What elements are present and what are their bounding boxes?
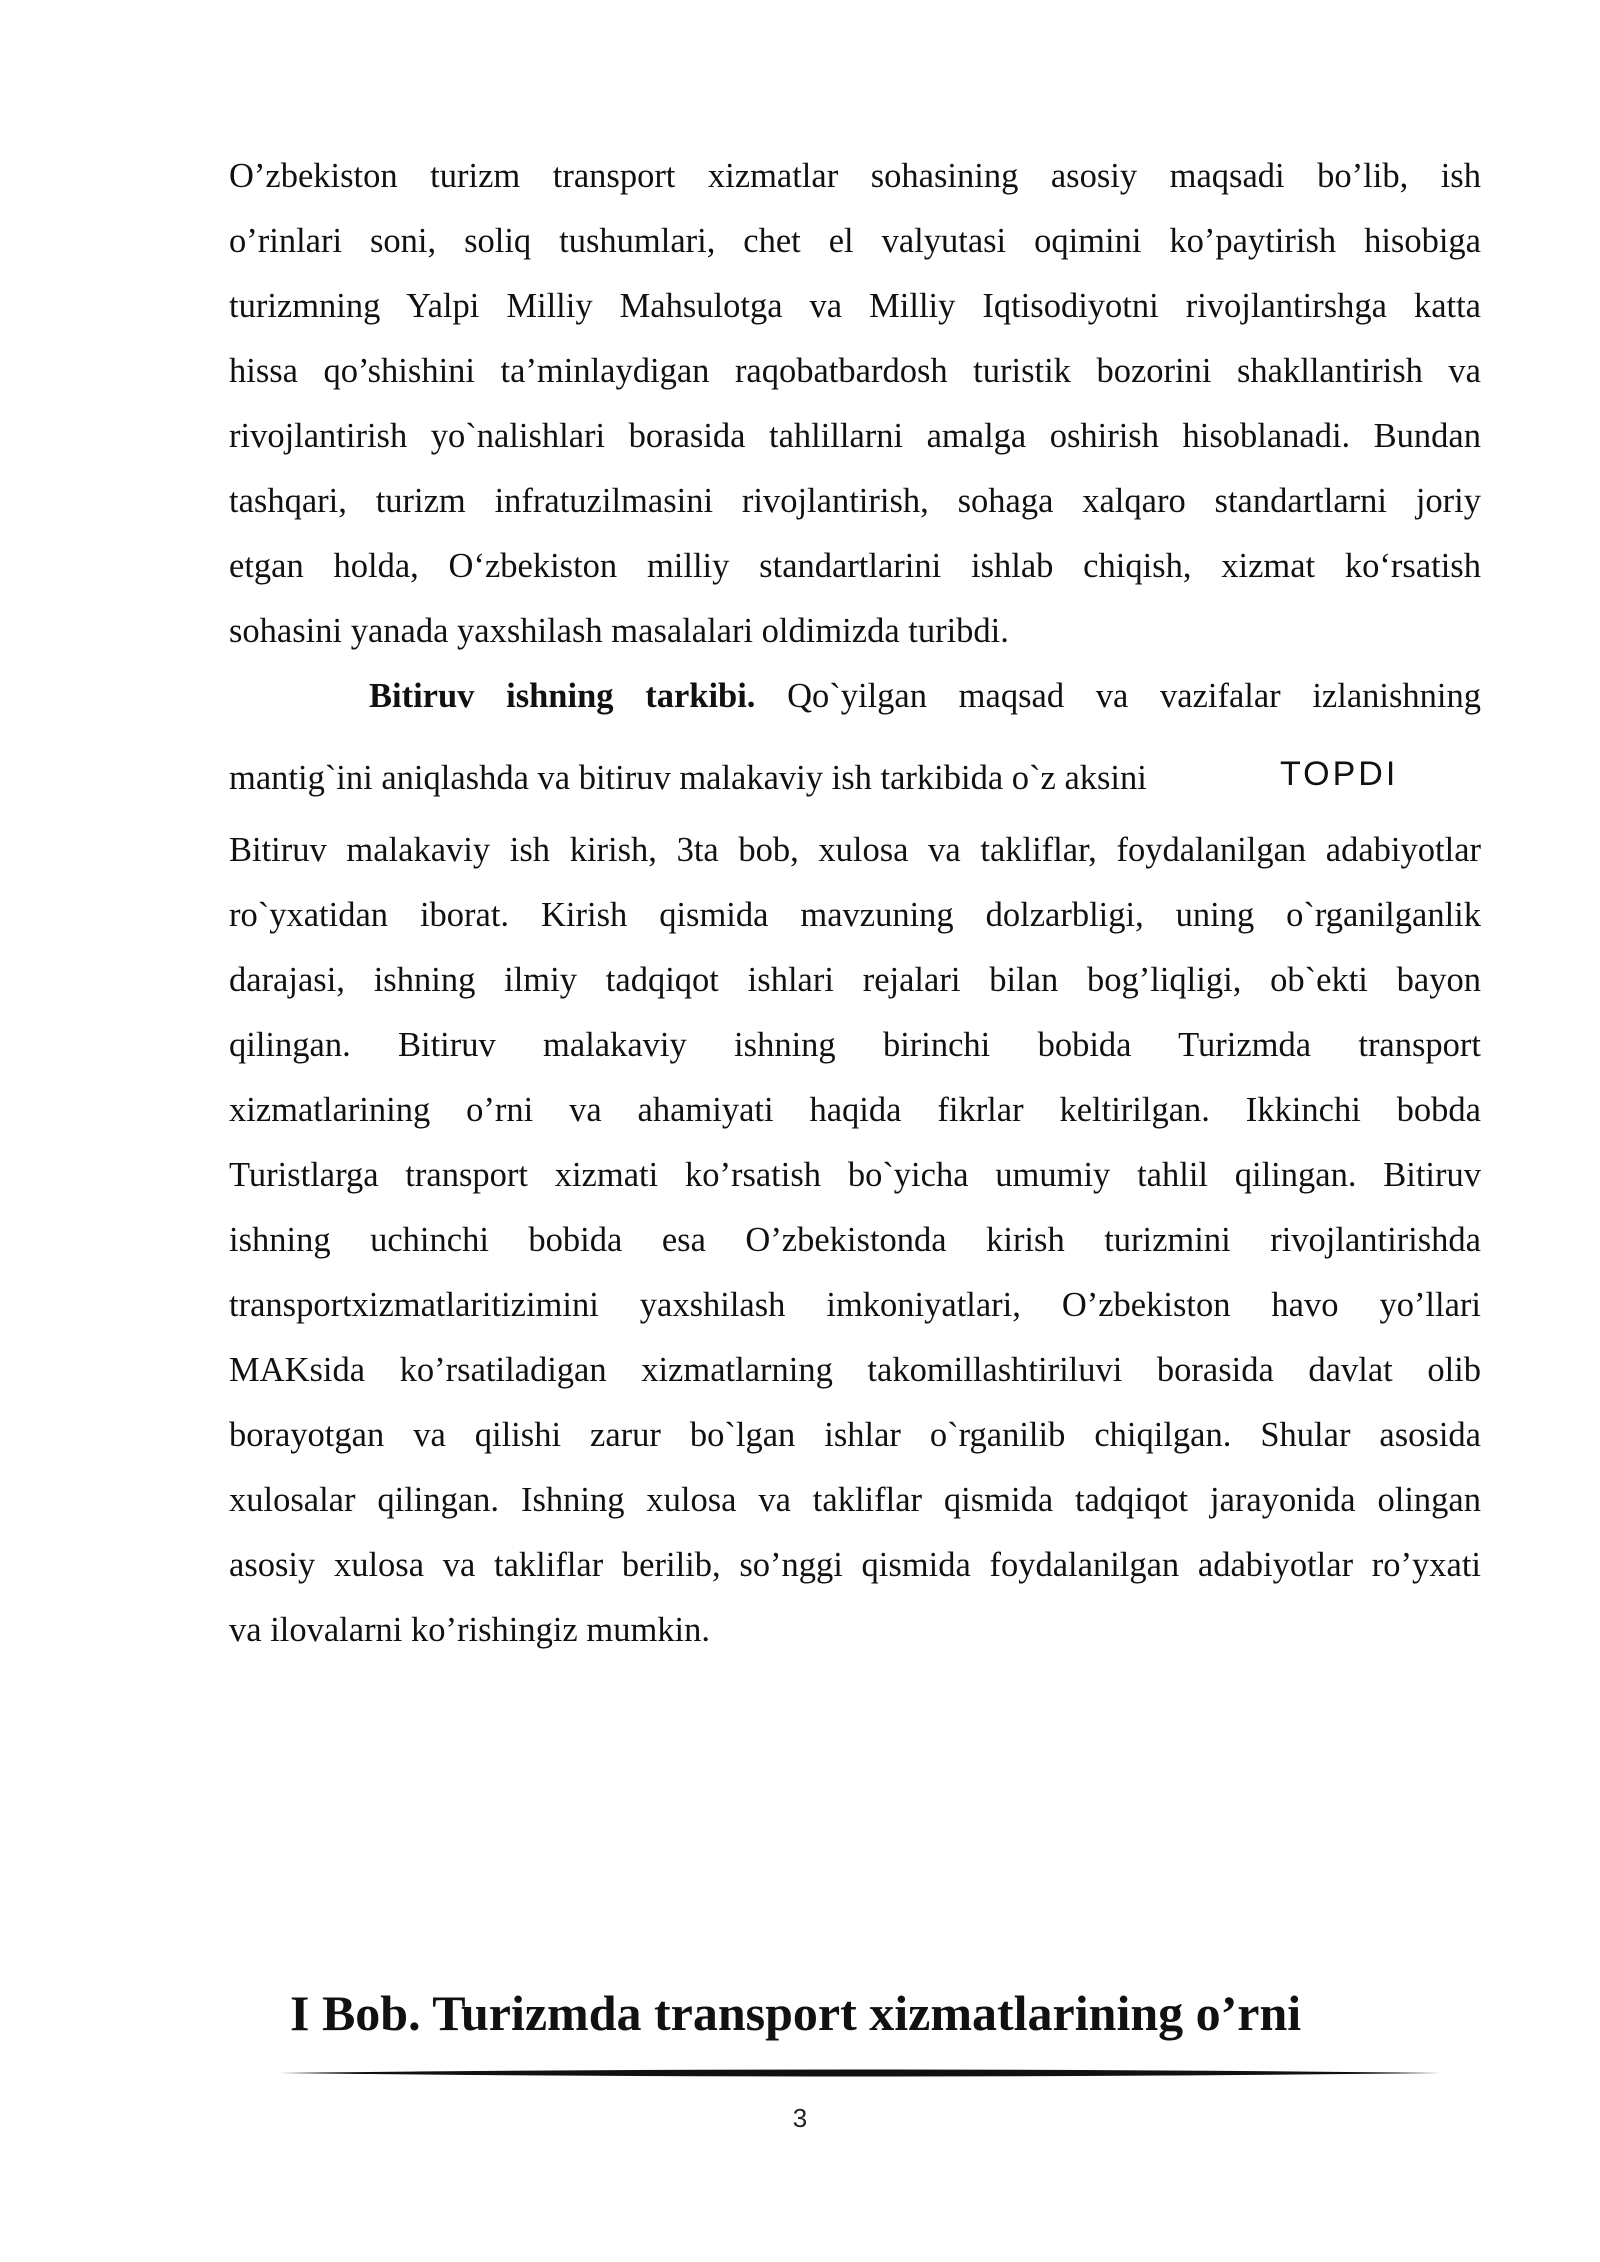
text-line: etgan holda, O‘zbekiston milliy standartlarini ishlab chiqish, xizmat ko‘rsatish <box>229 547 1481 585</box>
text-line: O’zbekiston turizm transport xizmatlar sohasining asosiy maqsadi bo’lib, ish <box>229 157 1481 195</box>
text-line: o’rinlari soni, soliq tushumlari, chet el valyutasi oqimini ko’paytirish hisobiga <box>229 222 1481 260</box>
text-line: darajasi, ishning ilmiy tadqiqot ishlari rejalari bilan bog’liqligi, ob`ekti bayon <box>229 961 1481 999</box>
text-line: mantig`ini aniqlashda va bitiruv malakaviy ish tarkibida o`z aksini <box>229 759 1147 797</box>
text-line: transportxizmatlaritizimini yaxshilash imkoniyatlari, O’zbekiston havo yo’llari <box>229 1286 1481 1324</box>
section-heading: Bitiruv ishning tarkibi. <box>369 677 756 715</box>
text-line: sohasini yanada yaxshilash masalalari oldimizda turibdi. <box>229 612 1009 650</box>
text-line: borayotgan va qilishi zarur bo`lgan ishlar o`rganilib chiqilgan. Shular asosida <box>229 1416 1481 1454</box>
text-line: va ilovalarni ko’rishingiz mumkin. <box>229 1611 710 1649</box>
page-number: 3 <box>792 2103 808 2133</box>
text-line: ishning uchinchi bobida esa O’zbekistonda kirish turizmini rivojlantirishda <box>229 1221 1481 1259</box>
text-line: rivojlantirish yo`nalishlari borasida tahlillarni amalga oshirish hisoblanadi. Bundan <box>229 417 1481 455</box>
text-line: Bitiruv malakaviy ish kirish, 3ta bob, xulosa va takliflar, foydalanilgan adabiyotlar <box>229 831 1481 869</box>
text-line: Turistlarga transport xizmati ko’rsatish bo`yicha umumiy tahlil qilingan. Bitiruv <box>229 1156 1481 1194</box>
text-line: hissa qo’shishini ta’minlaydigan raqobatbardosh turistik bozorini shakllantirish va <box>229 352 1481 390</box>
text-line: ro`yxatidan iborat. Kirish qismida mavzuning dolzarbligi, uning o`rganilganlik <box>229 896 1481 934</box>
title-underline <box>280 2068 1440 2078</box>
text-line: turizmning Yalpi Milliy Mahsulotga va Milliy Iqtisodiyotni rivojlantirshga katta <box>229 287 1481 325</box>
chapter-title: I Bob. Turizmda transport xizmatlarining o’rni <box>290 1985 1302 2041</box>
text-fragment: Qo`yilgan maqsad va vazifalar izlanishning <box>755 677 1481 715</box>
text-line: xizmatlarining o’rni va ahamiyati haqida fikrlar keltirilgan. Ikkinchi bobda <box>229 1091 1481 1129</box>
text-line <box>369 676 1481 716</box>
text-line: tashqari, turizm infratuzilmasini rivojlantirish, sohaga xalqaro standartlarni joriy <box>229 482 1481 520</box>
text-line: asosiy xulosa va takliflar berilib, so’nggi qismida foydalanilgan adabiyotlar ro’yxati <box>229 1546 1481 1584</box>
trailing-word: TOPDI <box>1280 755 1399 793</box>
text-line: MAKsida ko’rsatiladigan xizmatlarning takomillashtiriluvi borasida davlat olib <box>229 1351 1481 1389</box>
text-line: qilingan. Bitiruv malakaviy ishning birinchi bobida Turizmda transport <box>229 1026 1481 1064</box>
text-line: xulosalar qilingan. Ishning xulosa va takliflar qismida tadqiqot jarayonida olingan <box>229 1481 1481 1519</box>
